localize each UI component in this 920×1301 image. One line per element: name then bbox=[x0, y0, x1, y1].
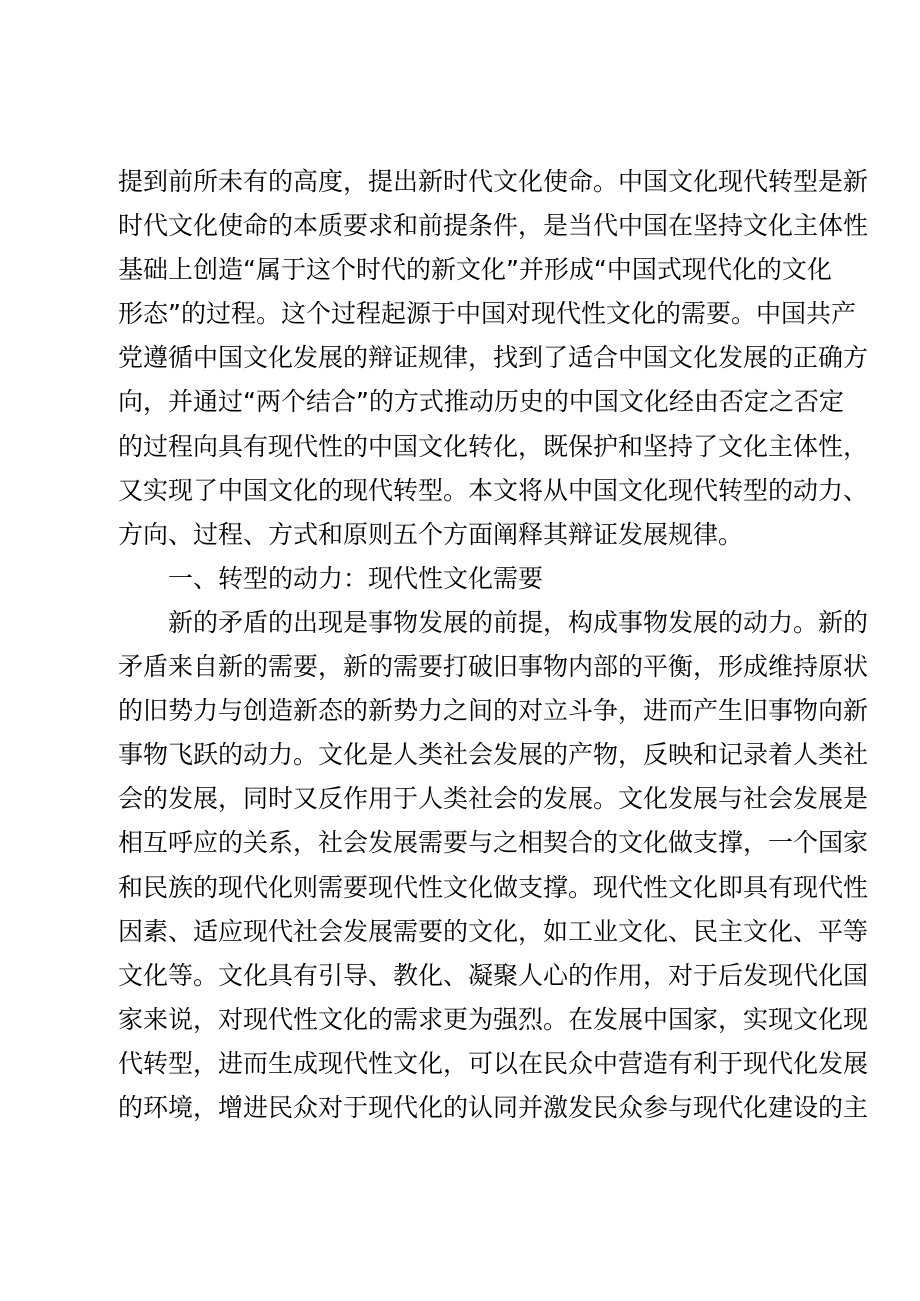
text-line: 党遵循中国文化发展的辩证规律，找到了适合中国文化发展的正确方 bbox=[118, 343, 869, 373]
paragraph-start-line: 新的矛盾的出现是事物发展的前提，构成事物发展的动力。新的 bbox=[168, 607, 869, 637]
text-line: 基础上创造“属于这个时代的新文化”并形成“中国式现代化的文化 bbox=[118, 255, 832, 285]
text-line: 事物飞跃的动力。文化是人类社会发展的产物，反映和记录着人类社 bbox=[118, 740, 869, 770]
text-line: 文化等。文化具有引导、教化、凝聚人心的作用，对于后发现代化国 bbox=[118, 960, 869, 990]
text-line: 会的发展，同时又反作用于人类社会的发展。文化发展与社会发展是 bbox=[118, 784, 869, 814]
text-line: 相互呼应的关系，社会发展需要与之相契合的文化做支撑，一个国家 bbox=[118, 828, 869, 858]
body-text bbox=[118, 160, 869, 1130]
text-line: 矛盾来自新的需要，新的需要打破旧事物内部的平衡，形成维持原状 bbox=[118, 652, 869, 682]
text-line: 的环境，增进民众对于现代化的认同并激发民众参与现代化建设的主 bbox=[118, 1092, 869, 1122]
text-line: 形态”的过程。这个过程起源于中国对现代性文化的需要。中国共产 bbox=[118, 299, 856, 329]
text-line: 的旧势力与创造新态的新势力之间的对立斗争，进而产生旧事物向新 bbox=[118, 696, 869, 726]
text-line: 时代文化使命的本质要求和前提条件，是当代中国在坚持文化主体性 bbox=[118, 211, 869, 241]
text-line: 和民族的现代化则需要现代性文化做支撑。现代性文化即具有现代性 bbox=[118, 872, 869, 902]
text-line: 的过程向具有现代性的中国文化转化，既保护和坚持了文化主体性， bbox=[118, 431, 869, 461]
text-line: 代转型，进而生成现代性文化，可以在民众中营造有利于现代化发展 bbox=[118, 1048, 869, 1078]
text-line: 向，并通过“两个结合”的方式推动历史的中国文化经由否定之否定 bbox=[118, 387, 844, 417]
text-line: 家来说，对现代性文化的需求更为强烈。在发展中国家，实现文化现 bbox=[118, 1004, 869, 1034]
text-line: 提到前所未有的高度，提出新时代文化使命。中国文化现代转型是新 bbox=[118, 167, 869, 196]
text-line: 因素、适应现代社会发展需要的文化，如工业文化、民主文化、平等 bbox=[118, 916, 869, 946]
section-heading: 一、转型的动力：现代性文化需要 bbox=[168, 563, 544, 593]
text-line: 又实现了中国文化的现代转型。本文将从中国文化现代转型的动力、 bbox=[118, 475, 869, 505]
text-line: 方向、过程、方式和原则五个方面阐释其辩证发展规律。 bbox=[118, 519, 744, 549]
